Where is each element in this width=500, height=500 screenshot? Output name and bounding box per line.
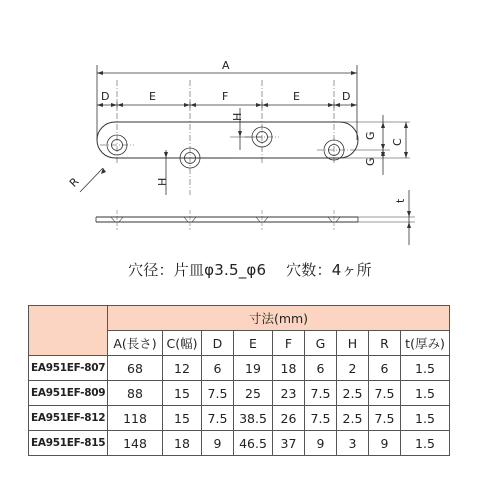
table-cell: 15 <box>163 406 202 431</box>
column-header: D <box>202 331 234 356</box>
table-corner-cell <box>29 306 108 356</box>
plate-side-view <box>96 210 358 230</box>
table-cell: 6 <box>202 356 234 381</box>
table-cell: 9 <box>202 431 234 456</box>
table-cell: 18 <box>163 431 202 456</box>
table-cell: 7.5 <box>305 381 337 406</box>
table-row <box>29 431 450 456</box>
table-cell: 7.5 <box>202 381 234 406</box>
table-cell: 3 <box>337 431 369 456</box>
column-header: H <box>337 331 369 356</box>
column-header: A(長さ) <box>108 331 163 356</box>
dim-label-g-top: G <box>364 131 377 140</box>
table-cell: 37 <box>273 431 305 456</box>
model-cell: EA951EF-809 <box>29 381 108 406</box>
hole-caption <box>0 259 500 280</box>
table-cell: 2.5 <box>337 406 369 431</box>
dim-label-d-right: D <box>342 90 351 103</box>
table-cell: 1.5 <box>401 356 450 381</box>
dim-label-d-left: D <box>101 90 110 103</box>
dim-label-c: C <box>391 138 404 146</box>
column-header: C(幅) <box>163 331 202 356</box>
table-row <box>29 406 450 431</box>
model-cell: EA951EF-815 <box>29 431 108 456</box>
spec-table <box>28 305 450 456</box>
table-cell: 1.5 <box>401 381 450 406</box>
table-cell: 9 <box>305 431 337 456</box>
table-cell: 88 <box>108 381 163 406</box>
table-cell: 7.5 <box>369 406 401 431</box>
column-header: E <box>234 331 273 356</box>
table-cell: 68 <box>108 356 163 381</box>
table-cell: 38.5 <box>234 406 273 431</box>
model-cell: EA951EF-812 <box>29 406 108 431</box>
table-cell: 19 <box>234 356 273 381</box>
table-row <box>29 381 450 406</box>
table-cell: 1.5 <box>401 406 450 431</box>
model-cell: EA951EF-807 <box>29 356 108 381</box>
dim-label-h-top: H <box>231 112 244 121</box>
table-group-header: 寸法(mm) <box>108 306 450 331</box>
table-cell: 6 <box>369 356 401 381</box>
dim-label-h-bottom: H <box>156 177 169 186</box>
table-cell: 1.5 <box>401 431 450 456</box>
plate-outline <box>97 122 358 158</box>
dim-label-r: R <box>66 175 82 190</box>
table-cell: 26 <box>273 406 305 431</box>
table-cell: 2.5 <box>337 381 369 406</box>
column-header: G <box>305 331 337 356</box>
dim-label-a: A <box>222 59 230 72</box>
table-cell: 6 <box>305 356 337 381</box>
table-cell: 7.5 <box>202 406 234 431</box>
hole-diameter-text: 穴径：片皿φ3.5_φ6 <box>128 261 267 279</box>
column-header: t(厚み) <box>401 331 450 356</box>
table-cell: 18 <box>273 356 305 381</box>
table-cell: 118 <box>108 406 163 431</box>
table-cell: 12 <box>163 356 202 381</box>
table-row <box>29 356 450 381</box>
table-cell: 25 <box>234 381 273 406</box>
hole-count-text: 穴数：4ヶ所 <box>286 261 372 279</box>
table-cell: 15 <box>163 381 202 406</box>
dim-label-e-left: E <box>149 90 156 103</box>
dim-label-t: t <box>394 198 407 203</box>
column-header: R <box>369 331 401 356</box>
table-cell: 2 <box>337 356 369 381</box>
table-cell: 9 <box>369 431 401 456</box>
table-cell: 23 <box>273 381 305 406</box>
table-cell: 7.5 <box>305 406 337 431</box>
table-cell: 148 <box>108 431 163 456</box>
table-cell: 46.5 <box>234 431 273 456</box>
column-header: F <box>273 331 305 356</box>
dim-label-g-bottom: G <box>364 157 377 166</box>
table-cell: 7.5 <box>369 381 401 406</box>
dim-label-f: F <box>222 90 229 103</box>
dim-label-e-right: E <box>293 90 300 103</box>
